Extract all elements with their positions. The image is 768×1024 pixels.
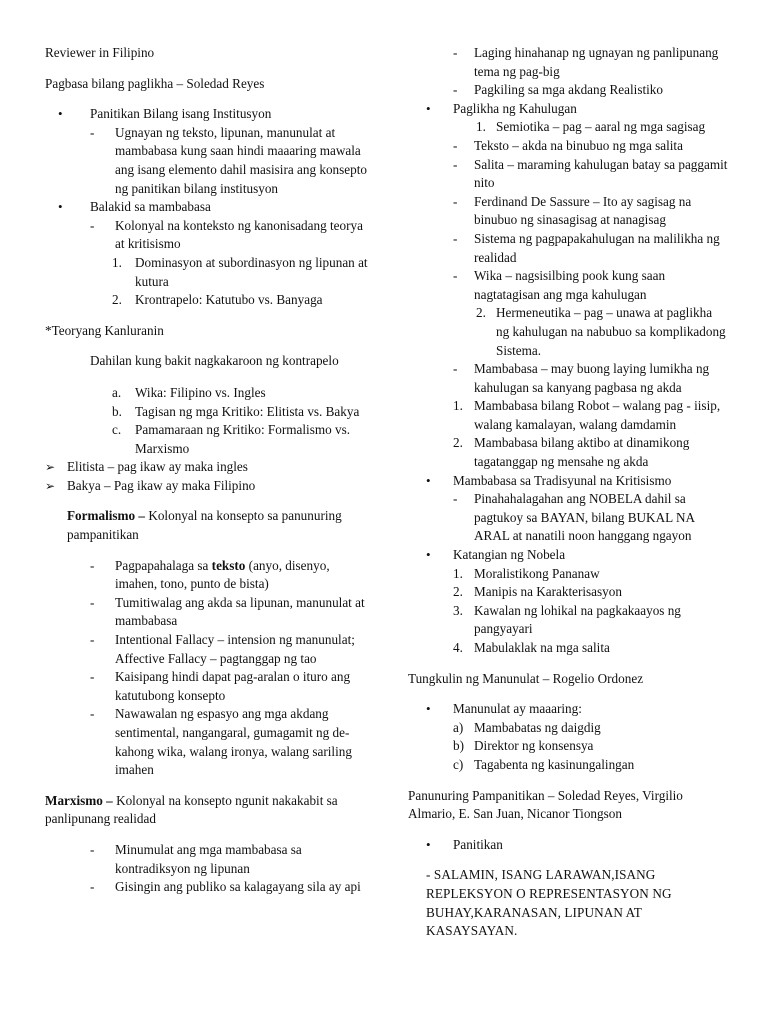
bullet-icon bbox=[426, 836, 453, 855]
numbered-item: 2. Mambabasa bilang aktibo at dinamikong tagatanggap ng mensahe ng akda bbox=[453, 435, 690, 470]
formalismo-paragraph: Formalismo – Kolonyal na konsepto sa panunuring pampanitikan bbox=[67, 508, 342, 543]
lettered-item: a. Wika: Filipino vs. Ingles bbox=[112, 384, 266, 400]
bullet-item: • Mambabasa sa Tradisyunal na Kritisismo bbox=[426, 472, 728, 491]
dash-item: - Intentional Fallacy – intension ng manunulat; Affective Fallacy – pagtanggap ng tao bbox=[90, 631, 375, 668]
bullet-item: • Panitikan Bilang isang Institusyon bbox=[58, 105, 375, 124]
numbered-item: 2. Krontrapelo: Katutubo vs. Banyaga bbox=[112, 292, 323, 308]
section-heading: Pagbasa bilang paglikha – Soledad Reyes bbox=[45, 75, 265, 91]
numbered-item: 3. Kawalan ng lohikal na pagkakaayos ng pangyayari bbox=[453, 602, 681, 637]
section-heading: *Teoryang Kanluranin bbox=[45, 322, 164, 338]
bullet-item: • Balakid sa mambabasa bbox=[58, 198, 375, 217]
bullet-icon bbox=[58, 105, 90, 124]
numbered-item: 2. Manipis na Karakterisasyon bbox=[453, 584, 622, 600]
dash-icon bbox=[453, 137, 474, 156]
dash-item: - Ugnayan ng teksto, lipunan, manunulat at mambabasa kung saan hindi maaaring mawala ang isang elemento dahil masisira ang konsepto ng panitikan bilang institusyon bbox=[90, 124, 375, 198]
paragraph: Dahilan kung bakit nagkakaroon ng kontrapelo bbox=[90, 353, 339, 369]
dash-icon bbox=[453, 490, 474, 509]
dash-icon bbox=[90, 841, 115, 860]
dash-item: - Sistema ng pagpapakahulugan na malilikha ng realidad bbox=[453, 230, 728, 267]
dash-item: - Minumulat ang mga mambabasa sa kontradiksyon ng lipunan bbox=[90, 841, 375, 878]
dash-icon bbox=[90, 705, 115, 724]
bullet-icon bbox=[426, 100, 453, 119]
lettered-item: b) Direktor ng konsensya bbox=[453, 738, 594, 754]
marxismo-paragraph: Marxismo – Kolonyal na konsepto ngunit nakakabit sa panlipunang realidad bbox=[45, 792, 338, 827]
numbered-item: 1. Mambabasa bilang Robot – walang pag - iisip, walang kamalayan, walang damdamin bbox=[453, 398, 721, 432]
dash-icon bbox=[90, 668, 115, 687]
dash-icon bbox=[453, 267, 474, 286]
arrow-bullet-icon bbox=[45, 477, 67, 496]
bullet-item: • Panitikan bbox=[426, 836, 728, 855]
lettered-item: b. Tagisan ng mga Kritiko: Elitista vs. Bakya bbox=[112, 403, 360, 419]
lettered-item: c) Tagabenta ng kasinungalingan bbox=[453, 756, 635, 772]
lettered-item: a) Mambabatas ng daigdig bbox=[453, 719, 601, 735]
bullet-item: • Paglikha ng Kahulugan bbox=[426, 100, 728, 119]
dash-item: - Laging hinahanap ng ugnayan ng panlipunang tema ng pag-big bbox=[453, 44, 728, 81]
dash-icon bbox=[90, 631, 115, 650]
dash-item: - Kolonyal na konteksto ng kanonisadang teorya at kritisismo bbox=[90, 217, 375, 254]
dash-item: - Mambabasa – may buong laying lumikha ng kahulugan sa kanyang pagbasa ng akda bbox=[453, 360, 728, 397]
numbered-item: 4. Mabulaklak na mga salita bbox=[453, 640, 610, 655]
dash-icon bbox=[453, 193, 474, 212]
left-column bbox=[45, 44, 375, 897]
section-heading: Tungkulin ng Manunulat – Rogelio Ordonez bbox=[408, 670, 644, 686]
doc-title: Reviewer in Filipino bbox=[45, 45, 155, 60]
dash-icon bbox=[453, 230, 474, 249]
numbered-item: 1. Semiotika – pag – aaral ng mga sagisag bbox=[476, 119, 706, 135]
dash-icon bbox=[453, 156, 474, 175]
numbered-item: 1. Moralistikong Pananaw bbox=[453, 565, 600, 581]
numbered-item: 1. Dominasyon at subordinasyon ng lipunan at kutura bbox=[112, 254, 368, 289]
dash-icon bbox=[453, 44, 474, 63]
dash-icon bbox=[90, 124, 115, 143]
dash-icon bbox=[90, 557, 115, 576]
bullet-icon bbox=[426, 546, 453, 565]
right-column bbox=[408, 44, 728, 941]
dash-item: - Nawawalan ng espasyo ang mga akdang sentimental, nangangaral, gumagamit ng de-kahong wika, walang ironya, walang sariling imahen bbox=[90, 705, 375, 779]
dash-item: - Tumitiwalag ang akda sa lipunan, manunulat at mambabasa bbox=[90, 594, 375, 631]
dash-item: - Pinahahalagahan ang NOBELA dahil sa pagtukoy sa BAYAN, bilang BUKAL NA ARAL at nanatili noon hanggang ngayon bbox=[453, 490, 728, 546]
arrow-item: ➢ Bakya – Pag ikaw ay maka Filipino bbox=[45, 477, 375, 496]
numbered-item: 2. Hermeneutika – pag – unawa at paglikha ng kahulugan na nabubuo sa komplikadong Sistema. bbox=[476, 305, 726, 358]
bullet-icon bbox=[426, 700, 453, 719]
dash-item: - Ferdinand De Sassure – Ito ay sagisag na binubuo ng sinasagisag at nanagisag bbox=[453, 193, 728, 230]
dash-item: - Pagkiling sa mga akdang Realistiko bbox=[453, 81, 728, 100]
dash-item: - Pagpapahalaga sa teksto (anyo, disenyo, imahen, tono, punto de bista) bbox=[90, 557, 375, 594]
dash-icon bbox=[453, 360, 474, 379]
dash-icon bbox=[90, 878, 115, 897]
arrow-item: ➢ Elitista – pag ikaw ay maka ingles bbox=[45, 458, 375, 477]
dash-item: - Kaisipang hindi dapat pag-aralan o ituro ang katutubong konsepto bbox=[90, 668, 375, 705]
section-heading: Panunuring Pampanitikan – Soledad Reyes, Virgilio Almario, E. San Juan, Nicanor Tiongson bbox=[408, 787, 683, 822]
dash-item: - Salita – maraming kahulugan batay sa paggamit nito bbox=[453, 156, 728, 193]
dash-item: - Wika – nagsisilbing pook kung saan nagtatagisan ang mga kahulugan bbox=[453, 267, 728, 304]
dash-icon bbox=[453, 81, 474, 100]
dash-item: - Gisingin ang publiko sa kalagayang sila ay api bbox=[90, 878, 375, 897]
dash-item: - Teksto – akda na binubuo ng mga salita bbox=[453, 137, 728, 156]
bullet-icon bbox=[58, 198, 90, 217]
bullet-icon bbox=[426, 472, 453, 491]
dash-icon bbox=[90, 594, 115, 613]
arrow-bullet-icon bbox=[45, 458, 67, 477]
dash-icon bbox=[90, 217, 115, 236]
bullet-item: • Manunulat ay maaaring: bbox=[426, 700, 728, 719]
caps-paragraph: - SALAMIN, ISANG LARAWAN,ISANG REPLEKSYON O REPRESENTASYON NG BUHAY,KARANASAN, LIPUNAN AT KASAYSAYAN. bbox=[426, 867, 672, 939]
lettered-item: c. Pamamaraan ng Kritiko: Formalismo vs. Marxismo bbox=[112, 422, 350, 456]
bullet-item: • Katangian ng Nobela bbox=[426, 546, 728, 565]
